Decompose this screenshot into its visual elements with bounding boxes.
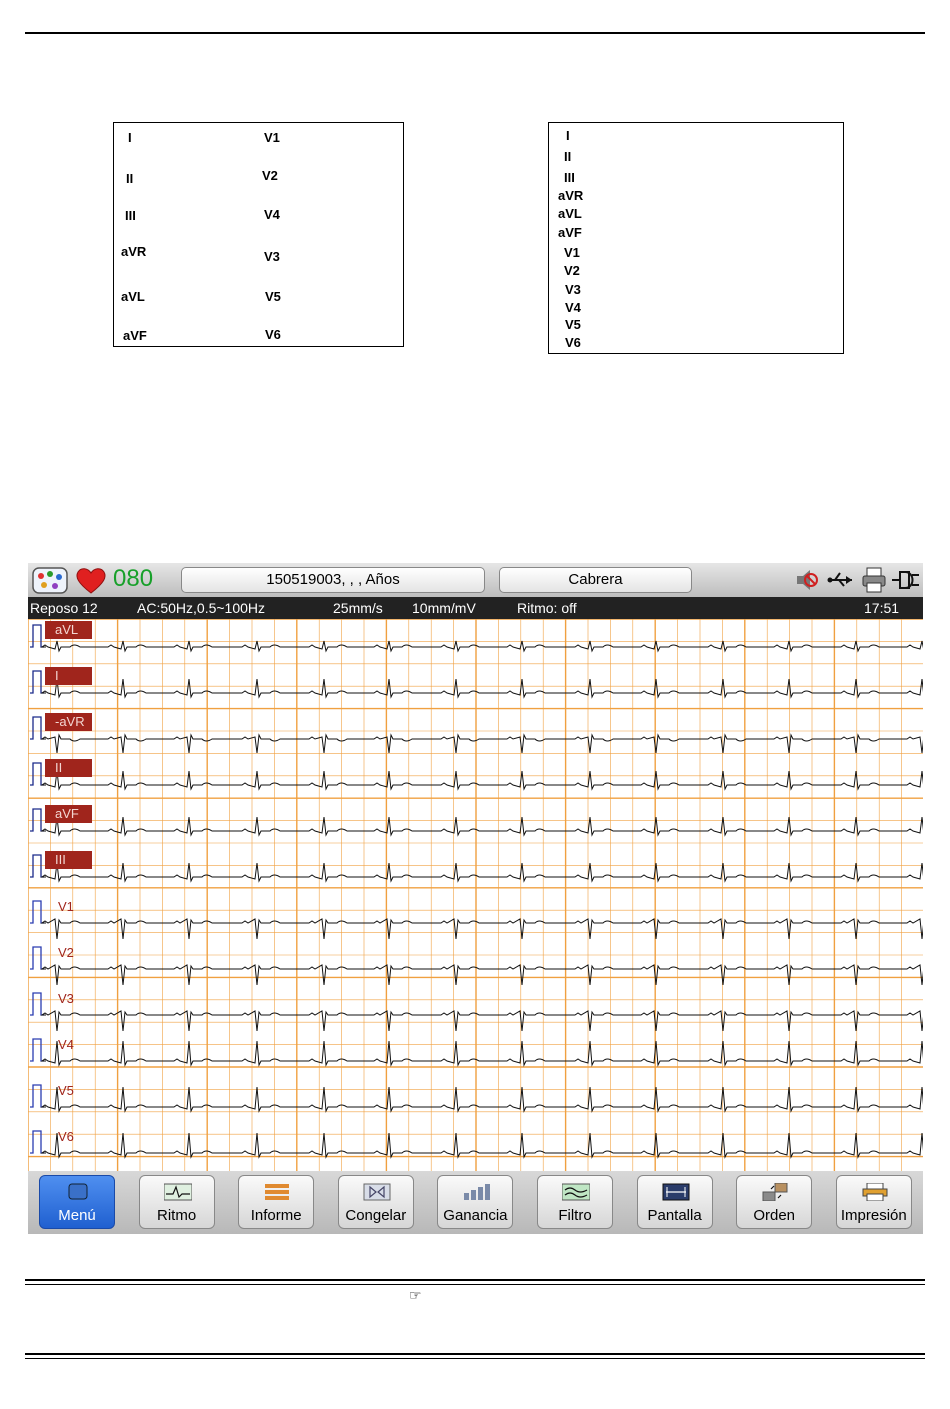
calibration-pulse	[30, 1085, 44, 1107]
ecg-trace	[42, 817, 923, 835]
power-plug-icon	[891, 566, 921, 594]
freeze-icon	[363, 1183, 391, 1201]
heart-icon	[74, 565, 108, 595]
printer-icon[interactable]	[860, 566, 888, 594]
lead-tag: aVL	[45, 621, 92, 639]
heart-rate-value: 080	[113, 565, 154, 592]
report-button[interactable]	[238, 1175, 314, 1229]
calibration-pulse	[30, 625, 44, 647]
lead-tag: III	[45, 851, 92, 869]
rhythm-button[interactable]	[139, 1175, 215, 1229]
usb-icon	[826, 567, 854, 593]
calibration-pulse	[30, 993, 44, 1015]
lead-label: aVL	[558, 206, 582, 221]
footer-rule-bottom	[25, 1353, 925, 1355]
calibration-pulse	[30, 809, 44, 831]
calibration-pulse	[30, 855, 44, 877]
lead-tag: V1	[58, 899, 74, 914]
lead-label: aVL	[121, 289, 145, 304]
lead-tag: V4	[58, 1037, 74, 1052]
ecg-trace	[42, 965, 923, 985]
exam-mode: Reposo 12	[30, 600, 98, 616]
filter-setting: AC:50Hz,0.5~100Hz	[137, 600, 266, 616]
calibration-pulse	[30, 763, 44, 785]
paper-speed: 25mm/s	[333, 600, 383, 616]
lead-label: V4	[264, 207, 280, 222]
speaker-muted-icon[interactable]	[794, 567, 822, 593]
button-label: Informe	[250, 1207, 302, 1224]
lead-tag: I	[45, 667, 92, 685]
lead-tag: V6	[58, 1129, 74, 1144]
lead-label: aVF	[558, 225, 582, 240]
ecg-trace	[42, 1133, 923, 1157]
button-label: Impresión	[840, 1207, 907, 1224]
lead-layout-single-column	[548, 122, 844, 354]
calibration-pulse	[30, 947, 44, 969]
footer-rule-top-thin	[25, 1284, 925, 1285]
ecg-trace	[42, 919, 923, 939]
lead-label: V3	[264, 249, 280, 264]
ecg-grid	[28, 619, 923, 1171]
calibration-pulse	[30, 1039, 44, 1061]
filter-button[interactable]	[537, 1175, 613, 1229]
lead-label: aVR	[558, 188, 584, 203]
gain-button[interactable]	[437, 1175, 513, 1229]
lead-tag: -aVR	[45, 713, 92, 731]
patient-info-field[interactable]: 150519003, , , Años	[181, 567, 485, 593]
lead-layout-two-column	[113, 122, 404, 347]
lead-label: aVF	[123, 328, 147, 343]
button-label: Menú	[58, 1207, 96, 1224]
lead-label: V4	[565, 300, 581, 315]
lead-label: V2	[262, 168, 278, 183]
rhythm-icon	[164, 1183, 192, 1201]
calibration-pulse	[30, 717, 44, 739]
lead-label: V3	[565, 282, 581, 297]
lead-tag: aVF	[45, 805, 92, 823]
order-icon	[761, 1183, 789, 1201]
menu-icon	[64, 1183, 92, 1201]
button-label: Ganancia	[443, 1207, 508, 1224]
ecg-trace	[42, 679, 923, 697]
lead-label: II	[126, 171, 134, 186]
lead-label: V1	[264, 130, 280, 145]
top-rule	[25, 32, 925, 34]
display-icon	[662, 1183, 690, 1201]
ecg-trace	[42, 863, 923, 881]
ecg-trace	[42, 1087, 923, 1111]
calibration-pulse	[30, 671, 44, 693]
footer-rule-top	[25, 1279, 925, 1281]
clock: 17:51	[864, 600, 900, 616]
lead-label: V1	[564, 245, 580, 260]
menu-button[interactable]	[39, 1175, 115, 1229]
button-label: Ritmo	[157, 1207, 197, 1224]
button-label: Orden	[753, 1207, 796, 1224]
lead-tag: II	[45, 759, 92, 777]
lead-label: V5	[265, 289, 281, 304]
bottom-toolbar	[28, 1171, 923, 1234]
rhythm-setting: Ritmo: off	[517, 600, 577, 616]
lead-label: aVR	[121, 244, 147, 259]
print-icon	[861, 1183, 889, 1201]
device-top-bar	[28, 563, 923, 597]
pointer-hand-icon: ☞	[409, 1288, 422, 1304]
lead-tag: V5	[58, 1083, 74, 1098]
lead-label: I	[566, 128, 570, 143]
lead-label: V6	[565, 335, 581, 350]
ecg-trace	[42, 641, 923, 651]
display-button[interactable]	[637, 1175, 713, 1229]
button-label: Filtro	[558, 1207, 592, 1224]
lead-label: III	[564, 170, 575, 185]
gain-icon	[462, 1183, 490, 1201]
button-label: Pantalla	[647, 1207, 702, 1224]
lead-tag: V2	[58, 945, 74, 960]
lead-label: I	[128, 130, 132, 145]
filter-icon	[562, 1183, 590, 1201]
calibration-pulse	[30, 901, 44, 923]
button-label: Congelar	[345, 1207, 407, 1224]
ecg-device-screen	[28, 563, 923, 1234]
lead-tag: V3	[58, 991, 74, 1006]
print-button[interactable]	[836, 1175, 912, 1229]
lead-label: V5	[565, 317, 581, 332]
order-button[interactable]	[736, 1175, 812, 1229]
ecg-trace	[42, 735, 923, 753]
lead-label: V2	[564, 263, 580, 278]
footer-rule-bottom-thin	[25, 1358, 925, 1359]
lead-label: II	[564, 149, 572, 164]
lead-label: V6	[265, 327, 281, 342]
ecg-waveforms	[28, 619, 923, 1171]
status-bar	[28, 597, 923, 619]
app-logo-icon[interactable]	[30, 565, 70, 595]
freeze-button[interactable]	[338, 1175, 414, 1229]
gain-setting: 10mm/mV	[412, 600, 476, 616]
report-icon	[263, 1183, 291, 1201]
ecg-trace	[42, 771, 923, 789]
lead-label: III	[125, 208, 136, 223]
doctor-field[interactable]: Cabrera	[499, 567, 692, 593]
ecg-trace	[42, 1011, 923, 1031]
